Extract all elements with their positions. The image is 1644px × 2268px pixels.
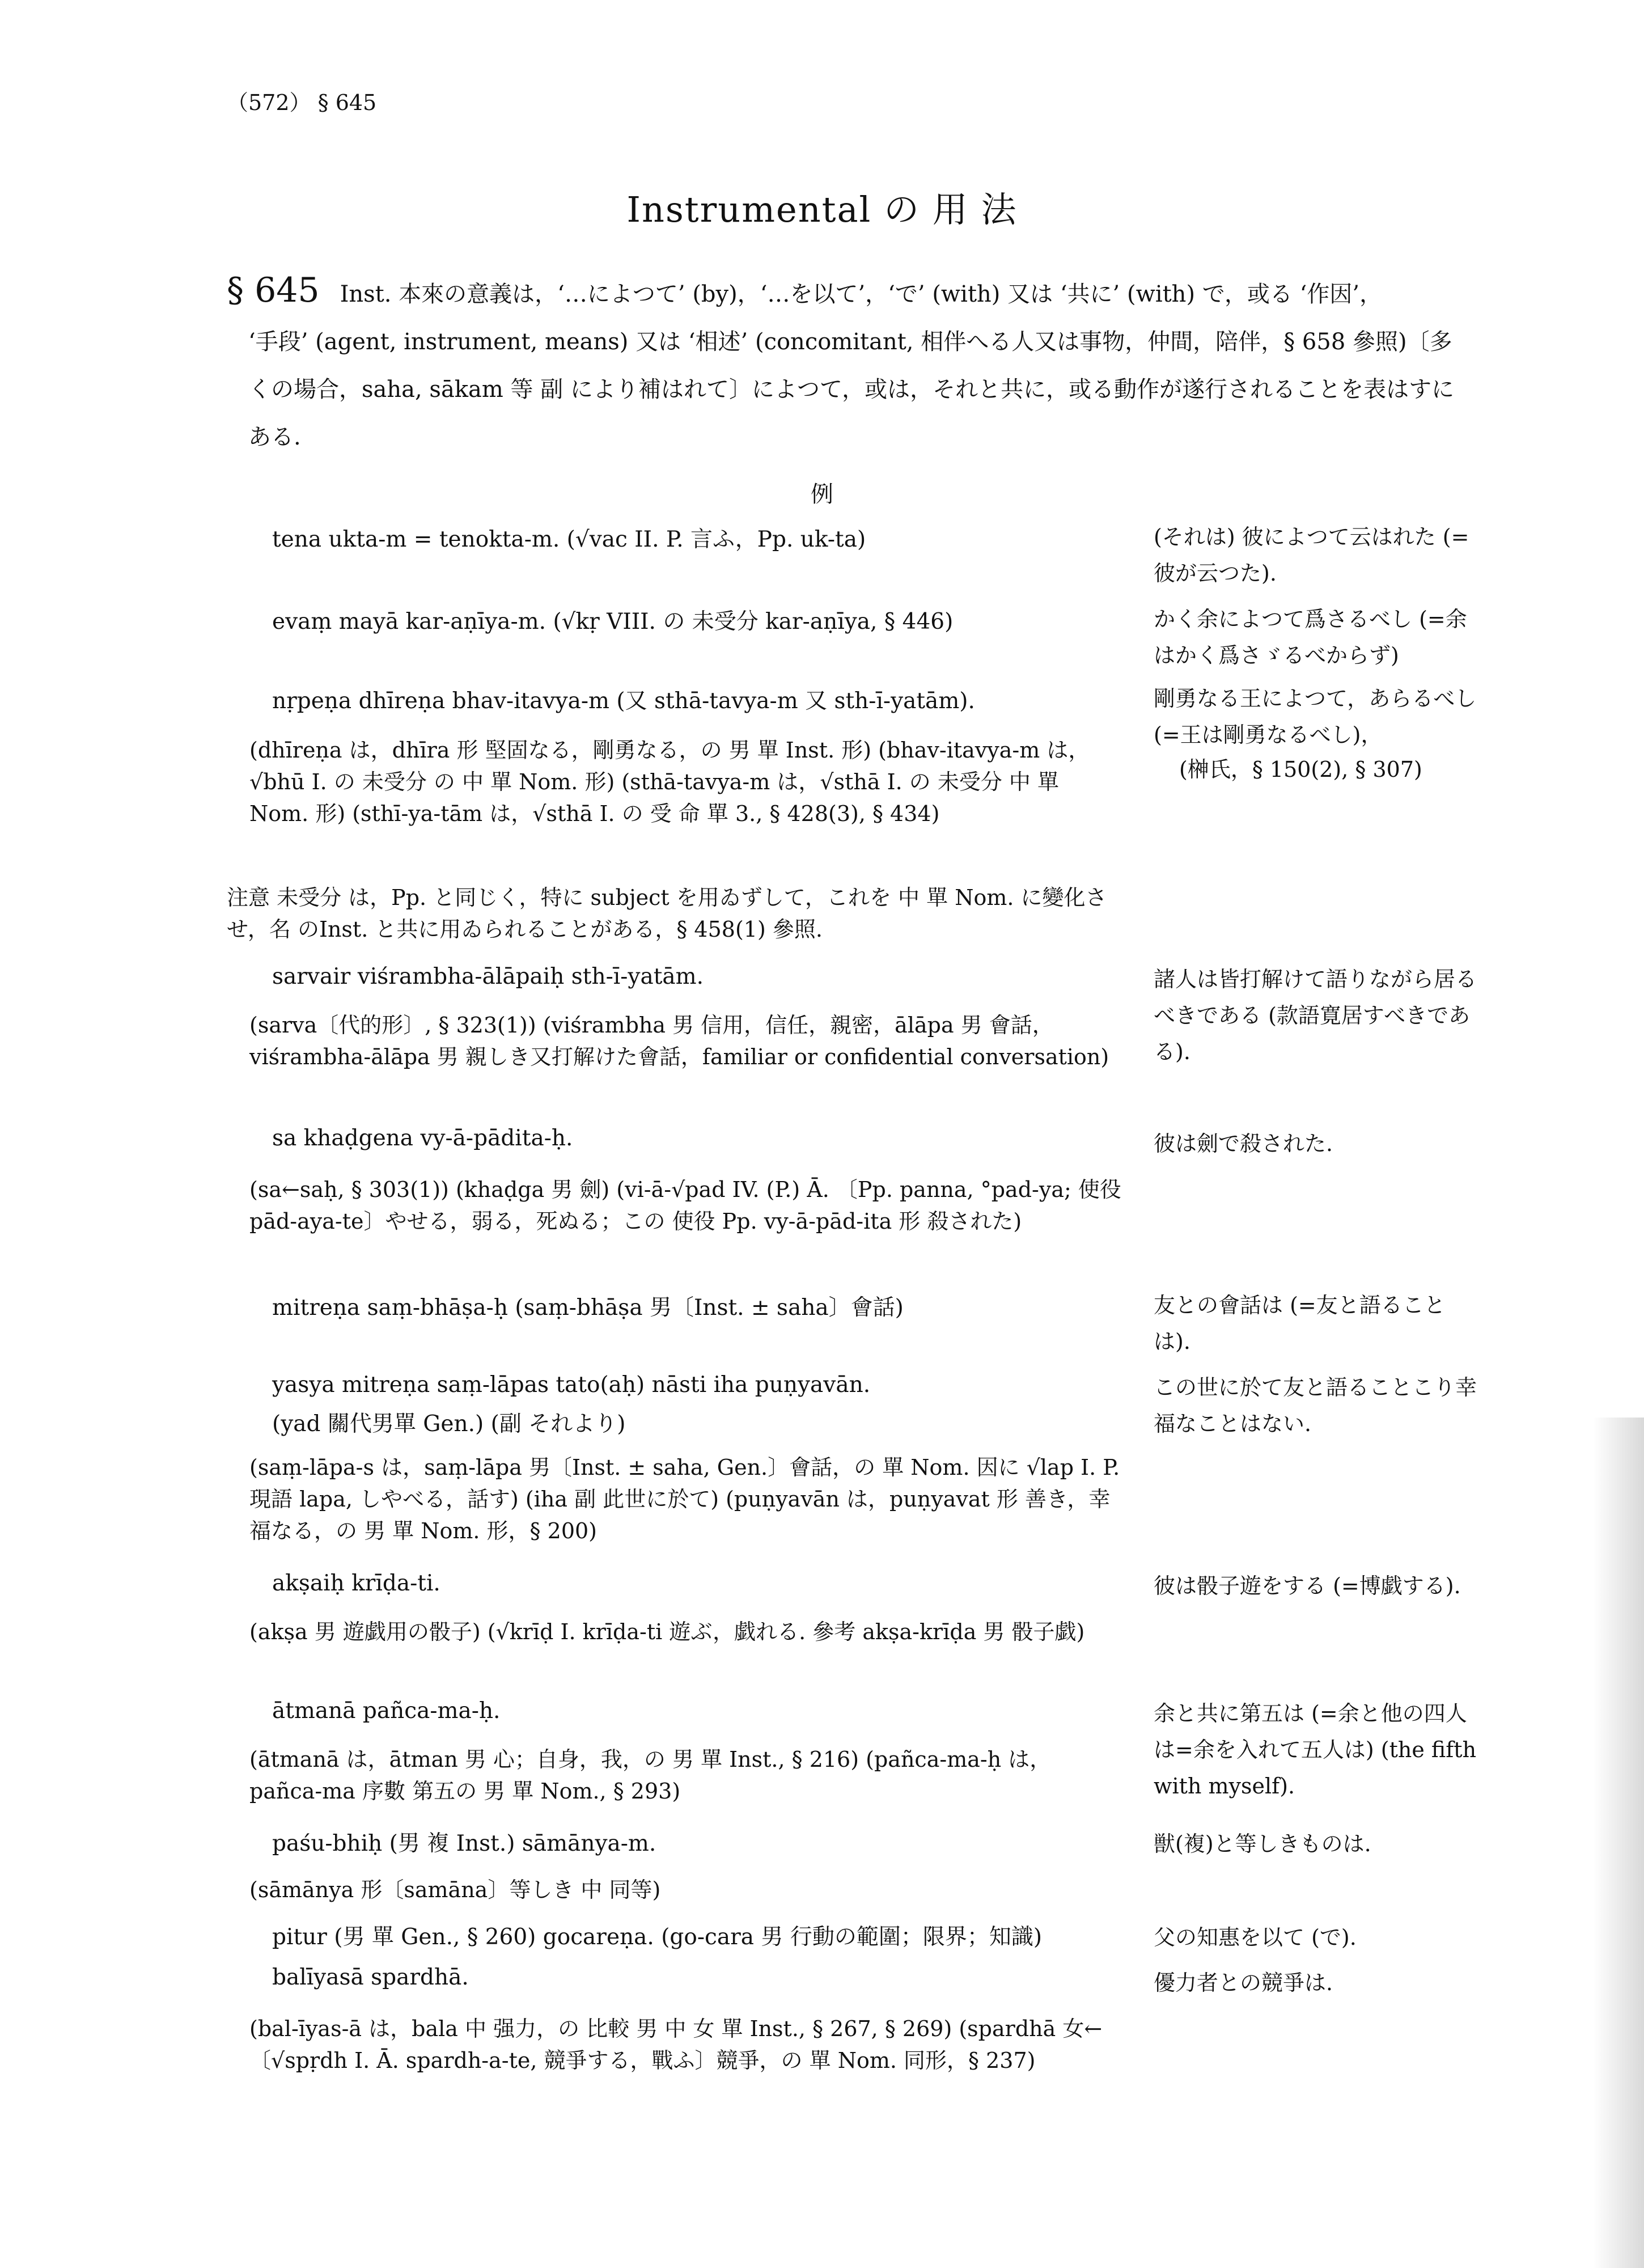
example-translation: 彼は劍で殺された. — [1154, 1131, 1333, 1156]
intro-text: Inst. 本來の意義は，‘…によつて’ (by)，‘…を以て’，‘で’ (with) 又は ‘共に’ (with) で，或る ‘作因’， — [340, 281, 1383, 307]
grammar-note: (dhīreṇa は，dhīra 形 堅固なる，剛勇なる，の 男 單 Inst. 形) (bhav-itavya-m は，√bhū I. の 未受分 の 中 單 Nom. 形) (sthā-tavya-m は，√sthā I. の 未受分 中 單 Nom. 形) (sthī-ya-tām は，√sthā I. の 受 命 單 3., § 428(3), § 434) — [249, 738, 1090, 826]
examples-heading: 例 — [811, 481, 833, 507]
grammar-note: (sa←saḥ, § 303(1)) (khaḍga 男 劍) (vi-ā-√pad IV. (P.) Ā. 〔Pp. panna, °pad-ya; 使役 pād-aya-te〕やせる，弱る，死ぬる；この 使役 Pp. vy-ā-pād-ita 形 殺された) — [249, 1177, 1121, 1234]
page-title: Instrumental の 用 法 — [626, 189, 1018, 230]
example-sanskrit: sarvair viśrambha-ālāpaiḥ sth-ī-yatām. — [272, 964, 704, 989]
example-sanskrit: pitur (男 單 Gen., § 260) gocareṇa. (go-cara 男 行動の範圍；限界；知識) — [272, 1924, 1043, 1950]
example-translation: (それは) 彼によつて云はれた (=彼が云つた). — [1154, 524, 1469, 586]
example-sanskrit: akṣaiḥ krīḍa-ti. — [272, 1571, 440, 1596]
example-translation: 彼は骰子遊をする (=博戯する). — [1154, 1573, 1461, 1598]
grammar-note: (bal-īyas-ā は，bala 中 强力，の 比較 男 中 女 單 Inst., § 267, § 269) (spardhā 女←〔√spṛdh I. Ā. spardh-a-te, 競爭する，戰ふ〕競爭，の 單 Nom. 同形，§ 237) — [249, 2016, 1103, 2073]
example-translation: この世に於て友と語ることこり幸福なことはない. — [1154, 1375, 1477, 1436]
example-reference: (榊氏，§ 150(2), § 307) — [1179, 757, 1422, 782]
example-translation: 父の知惠を以て (で). — [1154, 1925, 1357, 1950]
intro-text-continued: ‘手段’ (agent, instrument, means) 又は ‘相述’ (concomitant, 相伴へる人又は事物，仲間，陪伴，§ 658 參照)〔多くの場合，saha, sākam 等 副 により補はれて〕によつて，或は，それと共に，或る動作が遂行されることを表はすにある. — [248, 329, 1455, 450]
grammar-note: (saṃ-lāpa-s は，saṃ-lāpa 男〔Inst. ± saha, Gen.〕會話，の 單 Nom. 因に √lap I. P. 現語 lapa, しやべる，話す) (iha 副 此世に於て) (puṇyavān は，puṇyavat 形 善き，幸福なる，の 男 單 Nom. 形，§ 200) — [249, 1455, 1120, 1543]
example-gloss: (yad 關代男單 Gen.) (副 それより) — [272, 1411, 626, 1437]
example-translation: かく余によつて爲さるべし (=余はかく爲さゞるべからず) — [1154, 607, 1467, 668]
example-sanskrit: sa khaḍgena vy-ā-pādita-ḥ. — [272, 1125, 573, 1151]
grammar-note: (akṣa 男 遊戯用の骰子) (√krīḍ I. krīḍa-ti 遊ぶ，戯れる. 參考 akṣa-krīḍa 男 骰子戯) — [249, 1619, 1085, 1644]
example-sanskrit: mitreṇa saṃ-bhāṣa-ḥ (saṃ-bhāṣa 男〔Inst. ± saha〕會話) — [272, 1295, 904, 1321]
example-sanskrit: paśu-bhiḥ (男 複 Inst.) sāmānya-m. — [272, 1831, 656, 1856]
page-edge-shadow — [1593, 1417, 1644, 2268]
example-sanskrit: tena ukta-m = tenokta-m. (√vac II. P. 言ふ，Pp. uk-ta) — [272, 527, 866, 552]
caution-note: 注意 未受分 は，Pp. と同じく，特に subject を用ゐずして，これを 中 單 Nom. に變化させ，名 のInst. と共に用ゐられることがある，§ 458(1) 參照. — [227, 885, 1107, 942]
grammar-note: (ātmanā は，ātman 男 心；自身，我，の 男 單 Inst., § 216) (pañca-ma-ḥ は，pañca-ma 序數 第五の 男 單 Nom., § 293) — [249, 1747, 1052, 1804]
example-sanskrit: yasya mitreṇa saṃ-lāpas tato(aḥ) nāsti iha puṇyavān. — [272, 1372, 871, 1398]
grammar-note: (sāmānya 形〔samāna〕等しき 中 同等) — [249, 1877, 661, 1902]
section-intro — [227, 266, 1474, 461]
example-translation: 余と共に第五は (=余と他の四人は=余を入れて五人は) (the fifth with myself). — [1154, 1701, 1477, 1799]
section-number: § 645 — [227, 270, 320, 310]
example-sanskrit: ātmanā pañca-ma-ḥ. — [272, 1698, 501, 1724]
example-sanskrit: balīyasā spardhā. — [272, 1965, 469, 1990]
example-translation: 獣(複)と等しきものは. — [1154, 1831, 1371, 1856]
example-sanskrit: evaṃ mayā kar-aṇīya-m. (√kṛ VIII. の 未受分 kar-aṇīya, § 446) — [272, 609, 954, 634]
example-translation: 剛勇なる王によつて，あらるべし (=王は剛勇なるべし)， — [1154, 686, 1477, 747]
example-translation: 友との會話は (=友と語ることは). — [1154, 1293, 1446, 1354]
grammar-note: (sarva〔代的形〕, § 323(1)) (viśrambha 男 信用，信任，親密，ālāpa 男 會話，viśrambha-ālāpa 男 親しき又打解けた會話，familiar or confidential conversation) — [249, 1013, 1109, 1069]
page-header: （572） § 645 — [227, 90, 377, 115]
example-sanskrit: nṛpeṇa dhīreṇa bhav-itavya-m (又 sthā-tavya-m 又 sth-ī-yatām). — [272, 688, 975, 714]
example-translation: 諸人は皆打解けて語りながら居るべきである (款語寛居すべきである). — [1154, 967, 1477, 1064]
example-translation: 優力者との競爭は. — [1154, 1970, 1333, 1995]
